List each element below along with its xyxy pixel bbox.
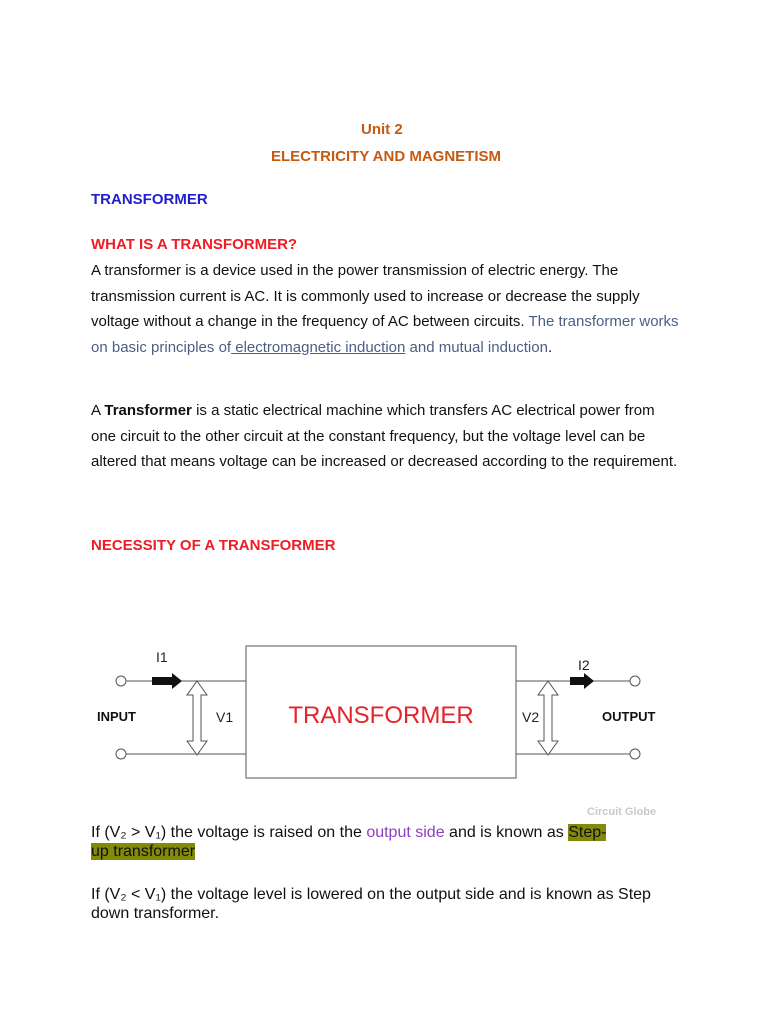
step-up-highlight: Step-: [568, 824, 607, 841]
input-top-terminal: [116, 676, 126, 686]
subject-title: ELECTRICITY AND MAGNETISM: [271, 148, 502, 165]
definition-period: .: [547, 338, 553, 356]
step-up-transformer-highlight: up transformer: [91, 843, 196, 860]
v2-label: V2: [522, 709, 540, 725]
step-up-text: If (V₂ > V₁) the voltage is raised on the: [91, 824, 367, 841]
step-up-paragraph: [91, 823, 681, 861]
mutual-induction-text: and mutual induction: [405, 338, 548, 356]
definition-paragraph: [91, 258, 691, 360]
output-label: OUTPUT: [602, 709, 656, 724]
i1-label: I1: [156, 649, 168, 665]
step-up-known-as: and is known as: [444, 824, 569, 841]
unit-title: Unit 2: [361, 121, 403, 138]
input-bottom-terminal: [116, 749, 126, 759]
necessity-heading: NECESSITY OF A TRANSFORMER: [91, 537, 336, 554]
i2-arrow: [570, 673, 594, 689]
i2-label: I2: [578, 657, 590, 673]
input-label: INPUT: [97, 709, 136, 724]
i1-arrow: [152, 673, 182, 689]
question-heading: WHAT IS A TRANSFORMER?: [91, 236, 298, 253]
static-machine-lead: A: [91, 402, 105, 419]
static-machine-paragraph: [91, 398, 683, 475]
static-machine-text: is a static electrical machine which transfers AC electrical power from one circuit to the other circuit at the constant frequency, but the voltage level can be altered that means voltage can be increased or decreased according to the requirement.: [91, 402, 678, 470]
electromagnetic-induction-link[interactable]: electromagnetic induction: [231, 338, 406, 356]
transformer-bold-term: Transformer: [104, 402, 192, 419]
transformer-box-label: TRANSFORMER: [288, 702, 474, 729]
transformer-diagram: [0, 630, 768, 825]
circuit-globe-watermark: Circuit Globe: [587, 806, 657, 818]
output-side-link[interactable]: output side: [366, 824, 445, 841]
definition-text: A transformer is a device used in the power transmission of electric energy. The transmission current is AC. It is commonly used to increase or decrease the supply voltage without a change in the frequency of AC between circuits.: [91, 262, 640, 330]
output-bottom-terminal: [630, 749, 640, 759]
v1-arrow: [187, 681, 207, 755]
topic-heading: TRANSFORMER: [91, 191, 208, 208]
v2-arrow: [538, 681, 558, 755]
output-top-terminal: [630, 676, 640, 686]
induction-quote: The transformer works on basic principles of: [91, 313, 679, 356]
v1-label: V1: [216, 709, 234, 725]
step-down-paragraph: If (V₂ < V₁) the voltage level is lowered on the output side and is known as Step down transformer.: [91, 886, 651, 922]
